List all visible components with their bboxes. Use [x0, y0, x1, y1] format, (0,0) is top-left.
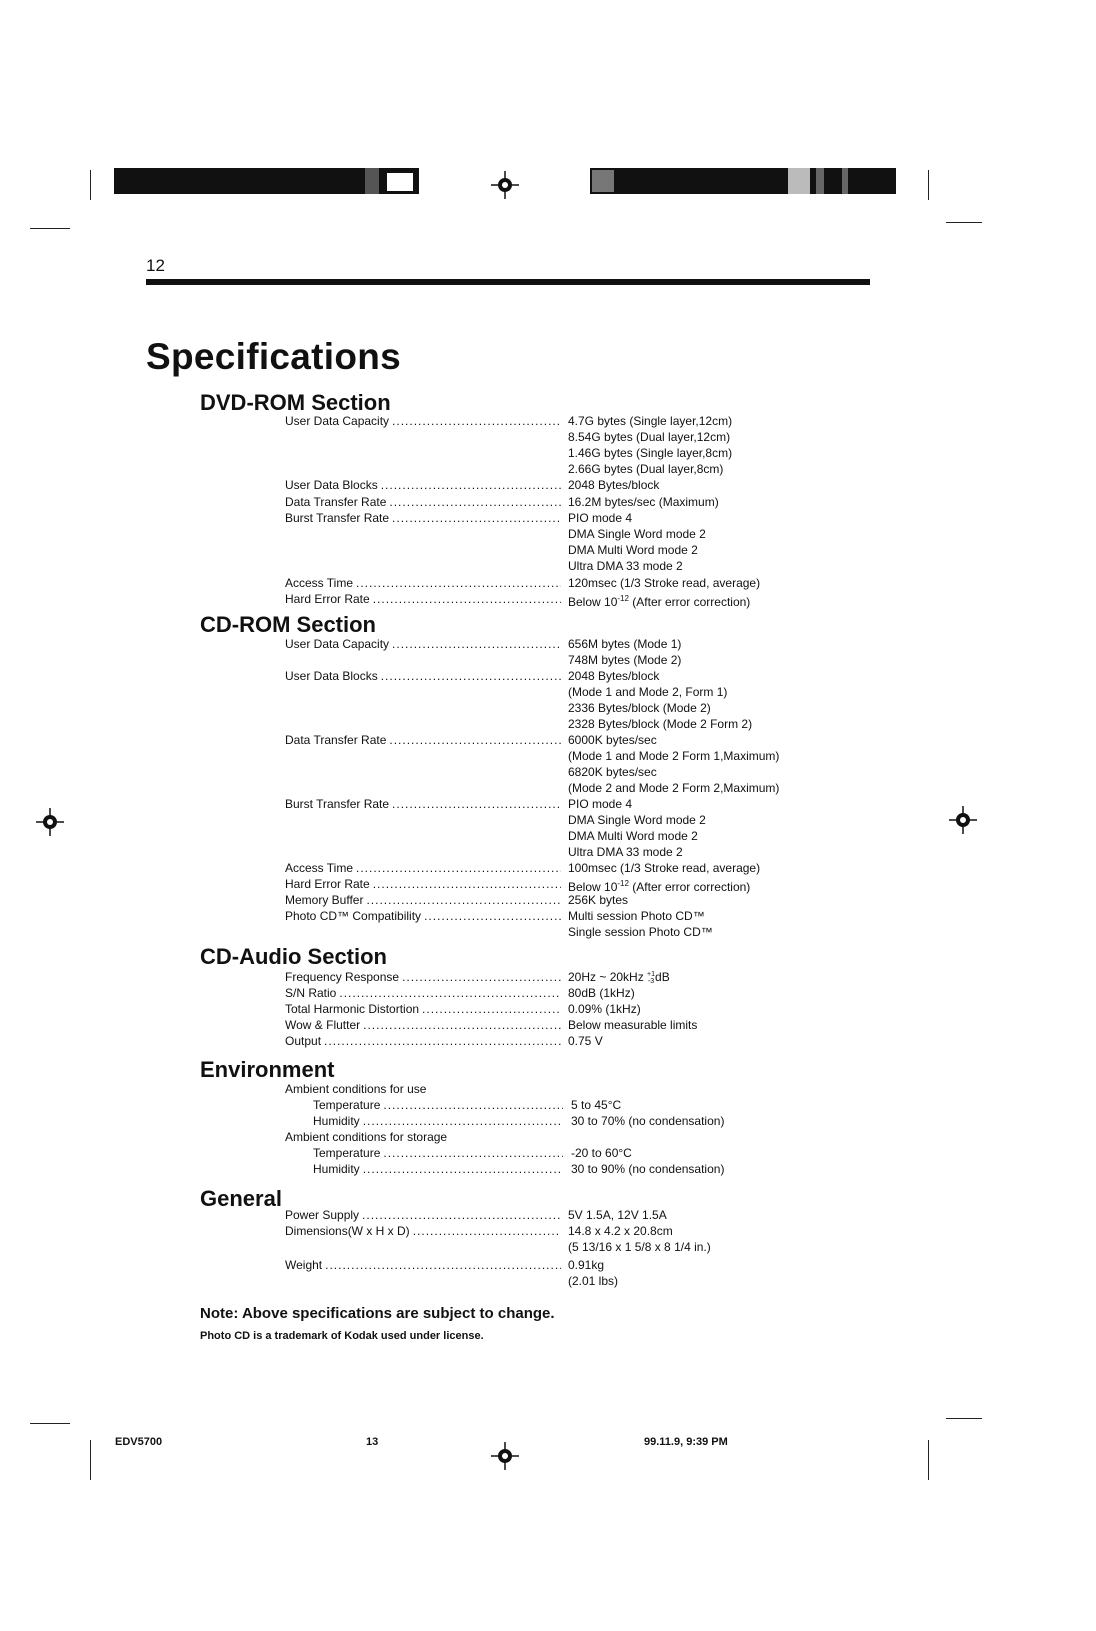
crop-mark — [928, 1440, 929, 1480]
spec-label: Total Harmonic Distortion ..... — [285, 1001, 561, 1017]
crop-mark — [30, 1423, 70, 1424]
crop-mark — [90, 170, 91, 200]
spec-value: (Mode 2 and Mode 2 Form 2,Maximum) — [568, 781, 780, 795]
spec-value: Below $10^{-12}$ (After error correction) — [568, 879, 751, 894]
spec-value: 2328 Bytes/block (Mode 2 Form 2) — [568, 717, 753, 731]
spec-value: 120msec (1/3 Stroke read, average) — [568, 576, 761, 590]
section-heading-environment: Environment — [200, 1057, 335, 1082]
registration-mark-icon — [491, 171, 519, 199]
spec-label: Temperature ..... — [313, 1097, 563, 1113]
spec-label: Wow & Flutter ..... — [285, 1017, 561, 1033]
header-bar-right — [590, 168, 896, 194]
spec-label: Temperature ..... — [313, 1145, 563, 1161]
header-bar-stripe — [788, 168, 810, 194]
spec-value: -20 to 60°C — [571, 1146, 632, 1160]
spec-value: 1.46G bytes (Single layer,8cm) — [568, 446, 733, 460]
spec-value: 6000K bytes/sec — [568, 733, 657, 747]
spec-value: 6820K bytes/sec — [568, 765, 657, 779]
section-heading-audio: CD-Audio Section — [200, 944, 387, 969]
spec-value: (Mode 1 and Mode 2, Form 1) — [568, 685, 728, 699]
spec-label: Access Time ..... — [285, 575, 561, 591]
footer-page: 13 — [366, 1436, 379, 1448]
spec-label: User Data Blocks ..... — [285, 477, 561, 493]
spec-label: Hard Error Rate ..... — [285, 591, 561, 607]
spec-label: Data Transfer Rate ..... — [285, 494, 561, 510]
spec-value: Below measurable limits — [568, 1018, 698, 1032]
spec-value: (5 13/16 x 1 5/8 x 8 1/4 in.) — [568, 1240, 711, 1254]
crop-mark — [30, 228, 70, 229]
crop-mark — [946, 222, 982, 223]
spec-label: Output ..... — [285, 1033, 561, 1049]
spec-value: PIO mode 4 — [568, 511, 633, 525]
page-number: 12 — [146, 256, 165, 275]
spec-value: DMA Multi Word mode 2 — [568, 543, 698, 557]
spec-value: Single session Photo CD™ — [568, 925, 713, 939]
spec-value: Below $10^{-12}$ (After error correction) — [568, 594, 751, 609]
spec-value: 256K bytes — [568, 893, 629, 907]
spec-label: Hard Error Rate ..... — [285, 876, 561, 892]
spec-subheading: Ambient conditions for use — [285, 1082, 427, 1096]
section-heading-cd: CD-ROM Section — [200, 612, 376, 637]
spec-value: (2.01 lbs) — [568, 1274, 619, 1288]
spec-value: (Mode 1 and Mode 2 Form 1,Maximum) — [568, 749, 780, 763]
spec-subheading: Ambient conditions for storage — [285, 1130, 448, 1144]
crop-mark — [946, 1418, 982, 1419]
header-bar-stripe — [816, 168, 824, 194]
header-bar-stripe — [365, 168, 379, 194]
crop-mark — [90, 1440, 91, 1480]
spec-label: Data Transfer Rate ..... — [285, 732, 561, 748]
spec-label: Humidity ..... — [313, 1161, 563, 1177]
registration-mark-icon — [949, 806, 977, 834]
header-bar-stripe — [842, 168, 848, 194]
spec-value: 0.75 V — [568, 1034, 603, 1048]
spec-label: User Data Capacity ..... — [285, 413, 561, 429]
spec-label: Humidity ..... — [313, 1113, 563, 1129]
spec-value: Multi session Photo CD™ — [568, 909, 705, 923]
header-bar-box — [385, 171, 415, 193]
spec-value: PIO mode 4 — [568, 797, 633, 811]
spec-value: 748M bytes (Mode 2) — [568, 653, 682, 667]
spec-value: 2048 Bytes/block — [568, 669, 660, 683]
spec-value: 14.8 x 4.2 x 20.8cm — [568, 1224, 673, 1238]
spec-value: 2.66G bytes (Dual layer,8cm) — [568, 462, 724, 476]
spec-label: Photo CD™ Compatibility ..... — [285, 908, 561, 924]
header-rule — [146, 279, 870, 285]
spec-label: Weight ..... — [285, 1257, 561, 1273]
spec-value: Ultra DMA 33 mode 2 — [568, 845, 683, 859]
section-heading-dvd: DVD-ROM Section — [200, 390, 391, 415]
spec-label: Frequency Response ..... — [285, 969, 561, 985]
spec-label: Access Time ..... — [285, 860, 561, 876]
spec-value: 20Hz ~ 20kHz +1 -3dB — [568, 970, 670, 985]
spec-label: Burst Transfer Rate ..... — [285, 796, 561, 812]
spec-value: 0.91kg — [568, 1258, 605, 1272]
section-heading-general: General — [200, 1186, 282, 1211]
spec-value: DMA Single Word mode 2 — [568, 813, 706, 827]
spec-value: 5V 1.5A, 12V 1.5A — [568, 1208, 667, 1222]
spec-label: Memory Buffer ..... — [285, 892, 561, 908]
spec-value: 2336 Bytes/block (Mode 2) — [568, 701, 711, 715]
spec-label: Burst Transfer Rate ..... — [285, 510, 561, 526]
registration-mark-icon — [491, 1442, 519, 1470]
spec-label: Power Supply ..... — [285, 1207, 561, 1223]
spec-value: 30 to 90% (no condensation) — [571, 1162, 725, 1176]
spec-label: S/N Ratio ..... — [285, 985, 561, 1001]
trademark-text: Photo CD is a trademark of Kodak used under license. — [200, 1330, 484, 1342]
spec-value: 16.2M bytes/sec (Maximum) — [568, 495, 719, 509]
spec-value: DMA Multi Word mode 2 — [568, 829, 698, 843]
spec-value: 5 to 45°C — [571, 1098, 622, 1112]
spec-label: User Data Blocks ..... — [285, 668, 561, 684]
header-bar-swatch — [592, 170, 614, 192]
spec-value: 4.7G bytes (Single layer,12cm) — [568, 414, 733, 428]
spec-value: 0.09% (1kHz) — [568, 1002, 641, 1016]
spec-value: 656M bytes (Mode 1) — [568, 637, 682, 651]
spec-label: User Data Capacity ..... — [285, 636, 561, 652]
spec-value: 30 to 70% (no condensation) — [571, 1114, 725, 1128]
spec-value: Ultra DMA 33 mode 2 — [568, 559, 683, 573]
registration-mark-icon — [36, 808, 64, 836]
spec-value: 80dB (1kHz) — [568, 986, 635, 1000]
spec-value: DMA Single Word mode 2 — [568, 527, 706, 541]
crop-mark — [928, 170, 929, 200]
spec-value: 100msec (1/3 Stroke read, average) — [568, 861, 761, 875]
footer-datetime: 99.11.9, 9:39 PM — [644, 1436, 728, 1448]
header-bar-left — [114, 168, 419, 194]
spec-value: 2048 Bytes/block — [568, 478, 660, 492]
spec-value: 8.54G bytes (Dual layer,12cm) — [568, 430, 731, 444]
footer-model: EDV5700 — [115, 1436, 163, 1448]
note-text: Note: Above specifications are subject to change. — [200, 1305, 555, 1322]
spec-label: Dimensions(W x H x D) ..... — [285, 1223, 561, 1239]
page-title: Specifications — [146, 336, 402, 377]
